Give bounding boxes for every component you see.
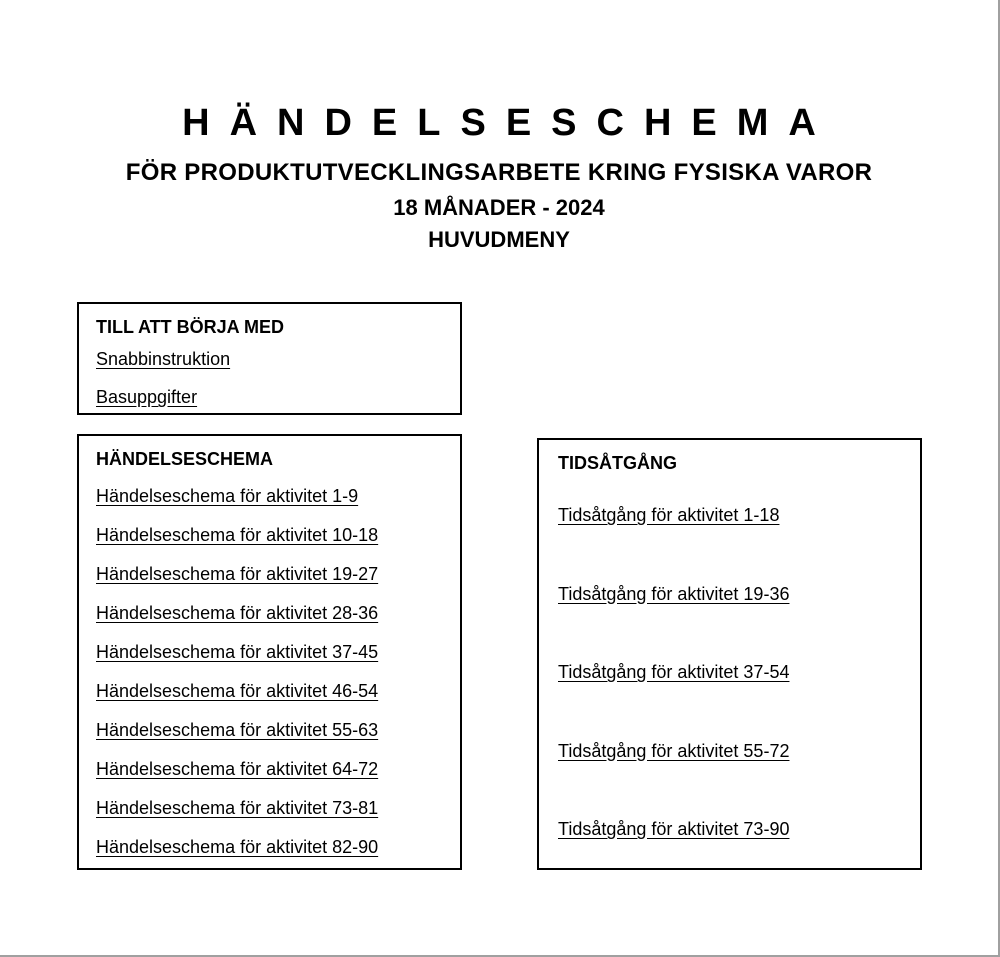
menu-link[interactable]: Tidsåtgång för aktivitet 55-72 xyxy=(558,740,790,761)
menu-link[interactable]: Snabbinstruktion xyxy=(96,349,231,369)
menu-link[interactable]: Händelseschema för aktivitet 28-36 xyxy=(96,603,379,623)
start-box-links xyxy=(96,349,450,407)
start-box xyxy=(77,302,462,415)
page-title: HÄNDELSESCHEMA xyxy=(182,102,836,144)
menu-link[interactable]: Händelseschema för aktivitet 1-9 xyxy=(96,486,359,506)
menu-link[interactable]: Händelseschema för aktivitet 10-18 xyxy=(96,525,379,545)
page-subtitle: FÖR PRODUKTUTVECKLINGSARBETE KRING FYSISKA VAROR xyxy=(125,159,873,186)
menu-link[interactable]: Händelseschema för aktivitet 46-54 xyxy=(96,681,379,701)
schedule-box-heading: HÄNDELSESCHEMA xyxy=(96,449,274,469)
schedule-box xyxy=(77,434,462,870)
main-menu-label: HUVUDMENY xyxy=(428,227,570,252)
menu-link[interactable]: Tidsåtgång för aktivitet 1-18 xyxy=(558,505,780,525)
menu-link[interactable]: Tidsåtgång för aktivitet 73-90 xyxy=(558,819,790,839)
schedule-box-links xyxy=(96,477,450,867)
menu-link[interactable]: Tidsåtgång för aktivitet 19-36 xyxy=(558,583,790,604)
menu-link[interactable]: Händelseschema för aktivitet 82-90 xyxy=(96,837,379,857)
menu-link[interactable]: Tidsåtgång för aktivitet 37-54 xyxy=(558,662,790,682)
menu-link[interactable]: Händelseschema för aktivitet 64-72 xyxy=(96,759,379,779)
menu-link[interactable]: Basuppgifter xyxy=(96,387,198,407)
start-box-heading: TILL ATT BÖRJA MED xyxy=(96,317,284,337)
menu-link[interactable]: Händelseschema för aktivitet 55-63 xyxy=(96,720,379,740)
time-box xyxy=(537,438,922,870)
menu-link[interactable]: Händelseschema för aktivitet 73-81 xyxy=(96,798,379,818)
time-box-heading: TIDSÅTGÅNG xyxy=(558,453,677,473)
menu-link[interactable]: Händelseschema för aktivitet 37-45 xyxy=(96,642,379,662)
time-box-links xyxy=(558,505,910,839)
page-period: 18 MÅNADER - 2024 xyxy=(393,195,605,220)
menu-link[interactable]: Händelseschema för aktivitet 19-27 xyxy=(96,564,379,584)
